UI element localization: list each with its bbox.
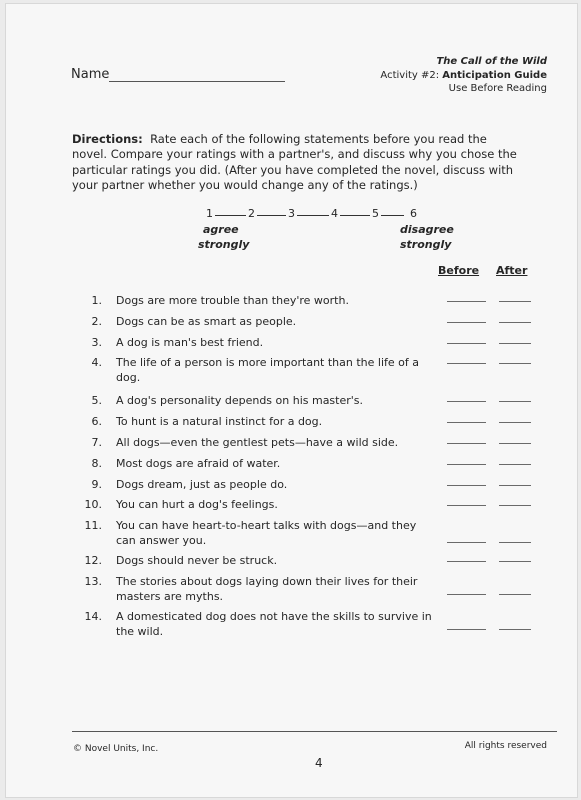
directions-label: Directions: <box>72 132 143 146</box>
before-rating-blank[interactable] <box>447 443 486 444</box>
after-rating-blank[interactable] <box>499 443 531 444</box>
statement-text: A domesticated dog does not have the skills to survive in the wild. <box>116 610 432 638</box>
statement-item <box>76 518 566 547</box>
statement-text: The life of a person is more important than the life of a dog. <box>116 356 419 384</box>
statement-text: All dogs—even the gentlest pets—have a wild side. <box>116 436 399 449</box>
scale-anchor-agree-strongly: strongly <box>198 238 250 251</box>
before-rating-blank[interactable] <box>447 401 486 402</box>
statement-text: A dog's personality depends on his master's. <box>116 394 364 407</box>
after-rating-blank[interactable] <box>499 422 531 423</box>
activity-heading <box>380 70 547 81</box>
before-rating-blank[interactable] <box>447 505 486 506</box>
scale-point-2: 2 <box>248 207 255 220</box>
before-column-header: Before <box>438 264 480 277</box>
after-rating-blank[interactable] <box>499 322 531 323</box>
statement-text: Dogs dream, just as people do. <box>116 478 288 491</box>
usage-note: Use Before Reading <box>448 83 547 94</box>
after-column-header: After <box>496 264 528 277</box>
after-rating-blank[interactable] <box>499 464 531 465</box>
before-rating-blank[interactable] <box>447 363 486 364</box>
after-rating-blank[interactable] <box>499 561 531 562</box>
statement-item <box>76 574 566 603</box>
statement-item <box>76 414 566 432</box>
statement-number: 5. <box>91 394 102 407</box>
after-rating-blank[interactable] <box>499 485 531 486</box>
name-blank-line[interactable] <box>109 81 285 82</box>
directions <box>72 132 522 194</box>
scale-anchor-disagree-strongly: strongly <box>400 238 452 251</box>
statement-item <box>76 477 566 495</box>
statement-text: You can have heart-to-heart talks with dogs—and they can answer you. <box>116 519 417 547</box>
scale-point-6: 6 <box>410 207 417 220</box>
after-rating-blank[interactable] <box>499 343 531 344</box>
activity-name: Anticipation Guide <box>442 70 547 81</box>
after-rating-blank[interactable] <box>499 629 531 630</box>
scale-point-5: 5 <box>372 207 379 220</box>
footer-divider <box>72 731 557 732</box>
statement-item <box>76 314 566 332</box>
statement-item <box>76 497 566 515</box>
statement-text: Dogs are more trouble than they're worth. <box>116 294 349 307</box>
statement-item <box>76 335 566 353</box>
statement-number: 1. <box>91 294 102 307</box>
scale-anchor-agree: agree <box>203 223 239 236</box>
directions-text: Rate each of the following statements before you read the novel. Compare your ratings with a partner's, and discuss why you chose the particular ratings you did. (After you have completed the novel, discuss with your partner whether you would change any of the ratings.) <box>72 132 517 193</box>
before-rating-blank[interactable] <box>447 343 486 344</box>
after-rating-blank[interactable] <box>499 401 531 402</box>
before-rating-blank[interactable] <box>447 594 486 595</box>
activity-prefix: Activity #2: <box>380 70 440 81</box>
statement-number: 7. <box>91 436 102 449</box>
before-rating-blank[interactable] <box>447 542 486 543</box>
statement-number: 14. <box>84 610 102 623</box>
name-label: Name <box>71 67 110 82</box>
rating-scale <box>198 207 454 267</box>
statement-number: 11. <box>84 519 102 532</box>
statement-number: 9. <box>91 478 102 491</box>
page-number: 4 <box>315 756 323 770</box>
statement-number: 3. <box>91 336 102 349</box>
before-rating-blank[interactable] <box>447 322 486 323</box>
statement-number: 2. <box>91 315 102 328</box>
copyright-notice: © Novel Units, Inc. <box>73 744 159 754</box>
statement-text: Most dogs are afraid of water. <box>116 457 281 470</box>
statement-text: Dogs can be as smart as people. <box>116 315 297 328</box>
after-rating-blank[interactable] <box>499 301 531 302</box>
statement-text: To hunt is a natural instinct for a dog. <box>116 415 323 428</box>
before-rating-blank[interactable] <box>447 422 486 423</box>
statement-number: 13. <box>84 575 102 588</box>
after-rating-blank[interactable] <box>499 542 531 543</box>
statement-number: 10. <box>84 498 102 511</box>
after-rating-blank[interactable] <box>499 363 531 364</box>
statement-number: 4. <box>91 356 102 369</box>
scale-point-4: 4 <box>331 207 338 220</box>
statement-text: Dogs should never be struck. <box>116 554 278 567</box>
before-rating-blank[interactable] <box>447 485 486 486</box>
rights-notice: All rights reserved <box>464 741 547 751</box>
worksheet-page <box>5 3 578 798</box>
statement-item <box>76 456 566 474</box>
before-rating-blank[interactable] <box>447 561 486 562</box>
statement-text: The stories about dogs laying down their lives for their masters are myths. <box>116 575 418 603</box>
after-rating-blank[interactable] <box>499 594 531 595</box>
statement-item <box>76 293 566 311</box>
statement-item <box>76 393 566 411</box>
before-rating-blank[interactable] <box>447 301 486 302</box>
statement-number: 8. <box>91 457 102 470</box>
scale-anchor-disagree: disagree <box>400 223 454 236</box>
statement-text: A dog is man's best friend. <box>116 336 264 349</box>
scale-point-1: 1 <box>206 207 213 220</box>
statement-text: You can hurt a dog's feelings. <box>116 498 278 511</box>
before-rating-blank[interactable] <box>447 464 486 465</box>
statement-item <box>76 355 566 384</box>
scale-point-3: 3 <box>288 207 295 220</box>
after-rating-blank[interactable] <box>499 505 531 506</box>
statement-number: 6. <box>91 415 102 428</box>
statement-item <box>76 553 566 571</box>
statement-item <box>76 609 566 638</box>
book-title: The Call of the Wild <box>436 56 547 67</box>
before-rating-blank[interactable] <box>447 629 486 630</box>
statement-number: 12. <box>84 554 102 567</box>
statement-item <box>76 435 566 453</box>
